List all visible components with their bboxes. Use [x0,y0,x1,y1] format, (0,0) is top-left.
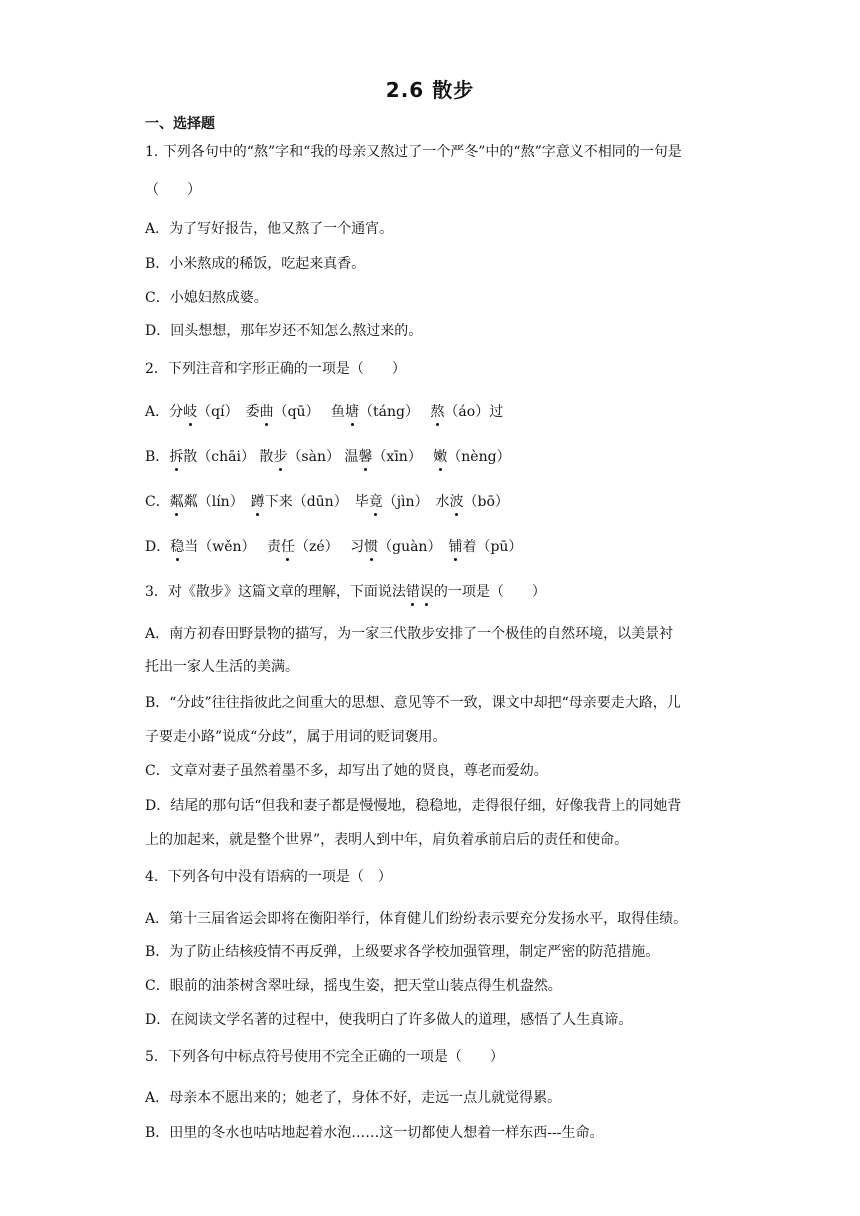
q4-option-c: C．眼前的油茶树含翠吐绿，摇曳生姿，把天堂山装点得生机盎然。 [145,978,562,994]
q1-option-d: D．回头想想，那年岁还不知怎么熬过来的。 [145,323,423,339]
q2-b-seg: B． [145,449,170,465]
q2-c-seg: （jìn） 水 [382,494,450,510]
q2-stem: 2．下列注音和字形正确的一项是（ ） [145,361,406,377]
q2-b-dotted-char: 步 [273,449,288,465]
q2-c-dotted-char: 波 [449,494,464,510]
q2-c-dotted-char: 粼 [169,494,184,510]
q2-c-seg: 粼（lín） [183,494,251,510]
q2-b-dotted-char: 拆 [169,449,184,465]
q2-d-seg: （guàn） [378,539,449,555]
q2-option-a [145,403,503,421]
q2-c-seg: 下来（dūn） 毕 [264,494,369,510]
q2-a-seg: （qí） 委 [197,404,260,420]
q5-stem: 5．下列各句中标点符号使用不完全正确的一项是（ ） [145,1049,504,1065]
q2-option-b [145,448,511,466]
section-heading: 一、选择题 [145,116,215,132]
q2-b-seg: 散（chāi） 散 [183,449,274,465]
q2-d-dotted-char: 铺 [448,539,463,555]
q1-answer-paren: （ ） [145,182,201,198]
q2-option-d [145,538,522,556]
q2-a-dotted-char: 岐 [183,404,198,420]
q3-option-d-line2: 上的加起来，就是整个世界”，表明人到中年，肩负着承前启后的责任和使命。 [145,832,629,848]
q2-a-seg: （qū） 鱼 [273,404,346,420]
q3-dotted-char: 误 [419,584,434,600]
q3-option-b-line2: 子要走小路”说成“分歧”，属于用词的贬词褒用。 [145,729,447,745]
q3-stem [145,583,546,601]
q3-stem-seg: 的一项是（ ） [433,584,546,600]
q2-a-dotted-char: 曲 [259,404,274,420]
q2-a-seg: A．分 [145,404,184,420]
q3-option-b-line1: B．“分歧”往往指彼此之间重大的思想、意见等不一致，课文中却把“母亲要走大路，儿 [145,695,681,711]
q3-stem-seg: 3．对《散步》这篇文章的理解，下面说法 [145,584,406,600]
q2-c-dotted-char: 蹲 [250,494,265,510]
q2-b-seg: （xīn） [372,449,434,465]
q2-d-seg: 当（wěn） 责 [184,539,281,555]
q2-b-seg: （nèng） [447,449,511,465]
q2-a-seg: （áo）过 [444,404,504,420]
q1-option-c: C．小媳妇熬成婆。 [145,290,268,306]
page-title: 2.6 散步 [385,78,475,102]
q4-option-d: D．在阅读文学名著的过程中，使我明白了许多做人的道理，感悟了人生真谛。 [145,1012,633,1028]
q3-dotted-char: 错 [405,584,420,600]
q1-option-b: B．小米熬成的稀饭，吃起来真香。 [145,256,366,272]
q2-b-dotted-char: 嫩 [433,449,448,465]
q3-option-c: C．文章对妻子虽然着墨不多，却写出了她的贤良，尊老而爱幼。 [145,763,548,779]
q2-c-dotted-char: 竟 [368,494,383,510]
q4-option-b: B．为了防止结核疫情不再反弹，上级要求各学校加强管理，制定严密的防范措施。 [145,944,660,960]
q1-option-a: A．为了写好报告，他又熬了一个通宵。 [145,221,394,237]
q5-option-a: A．母亲本不愿出来的；她老了，身体不好，走远一点儿就觉得累。 [145,1090,562,1106]
q3-option-d-line1: D．结尾的那句话“但我和妻子都是慢慢地，稳稳地，走得很仔细，好像我背上的同她背 [145,798,682,814]
q1-stem: 1. 下列各句中的“熬”字和“我的母亲又熬过了一个严冬”中的“熬”字意义不相同的一句是 [145,144,682,160]
q5-option-b: B．田里的冬水也咕咕地起着水泡……这一切都使人想着一样东西---生命。 [145,1125,604,1141]
q2-d-seg: 着（pū） [462,539,523,555]
q2-option-c [145,493,509,511]
q2-c-seg: （bō） [463,494,509,510]
q2-b-dotted-char: 馨 [358,449,373,465]
q2-c-seg: C． [145,494,170,510]
q2-d-seg: （zé） 习 [294,539,365,555]
q2-d-dotted-char: 任 [280,539,295,555]
q3-option-a-line1: A．南方初春田野景物的描写，为一家三代散步安排了一个极佳的自然环境，以美景衬 [145,626,674,642]
q2-a-seg: （táng） [359,404,431,420]
q4-stem: 4．下列各句中没有语病的一项是（ ） [145,869,392,885]
q2-d-dotted-char: 稳 [170,539,185,555]
q2-d-dotted-char: 惯 [364,539,379,555]
q4-option-a: A．第十三届省运会即将在衡阳举行，体育健儿们纷纷表示要充分发扬水平，取得佳绩。 [145,911,688,927]
q2-b-seg: （sàn） 温 [287,449,359,465]
q2-a-dotted-char: 熬 [430,404,445,420]
q2-d-seg: D． [145,539,171,555]
q3-option-a-line2: 托出一家人生活的美满。 [145,659,299,675]
q2-a-dotted-char: 塘 [345,404,360,420]
